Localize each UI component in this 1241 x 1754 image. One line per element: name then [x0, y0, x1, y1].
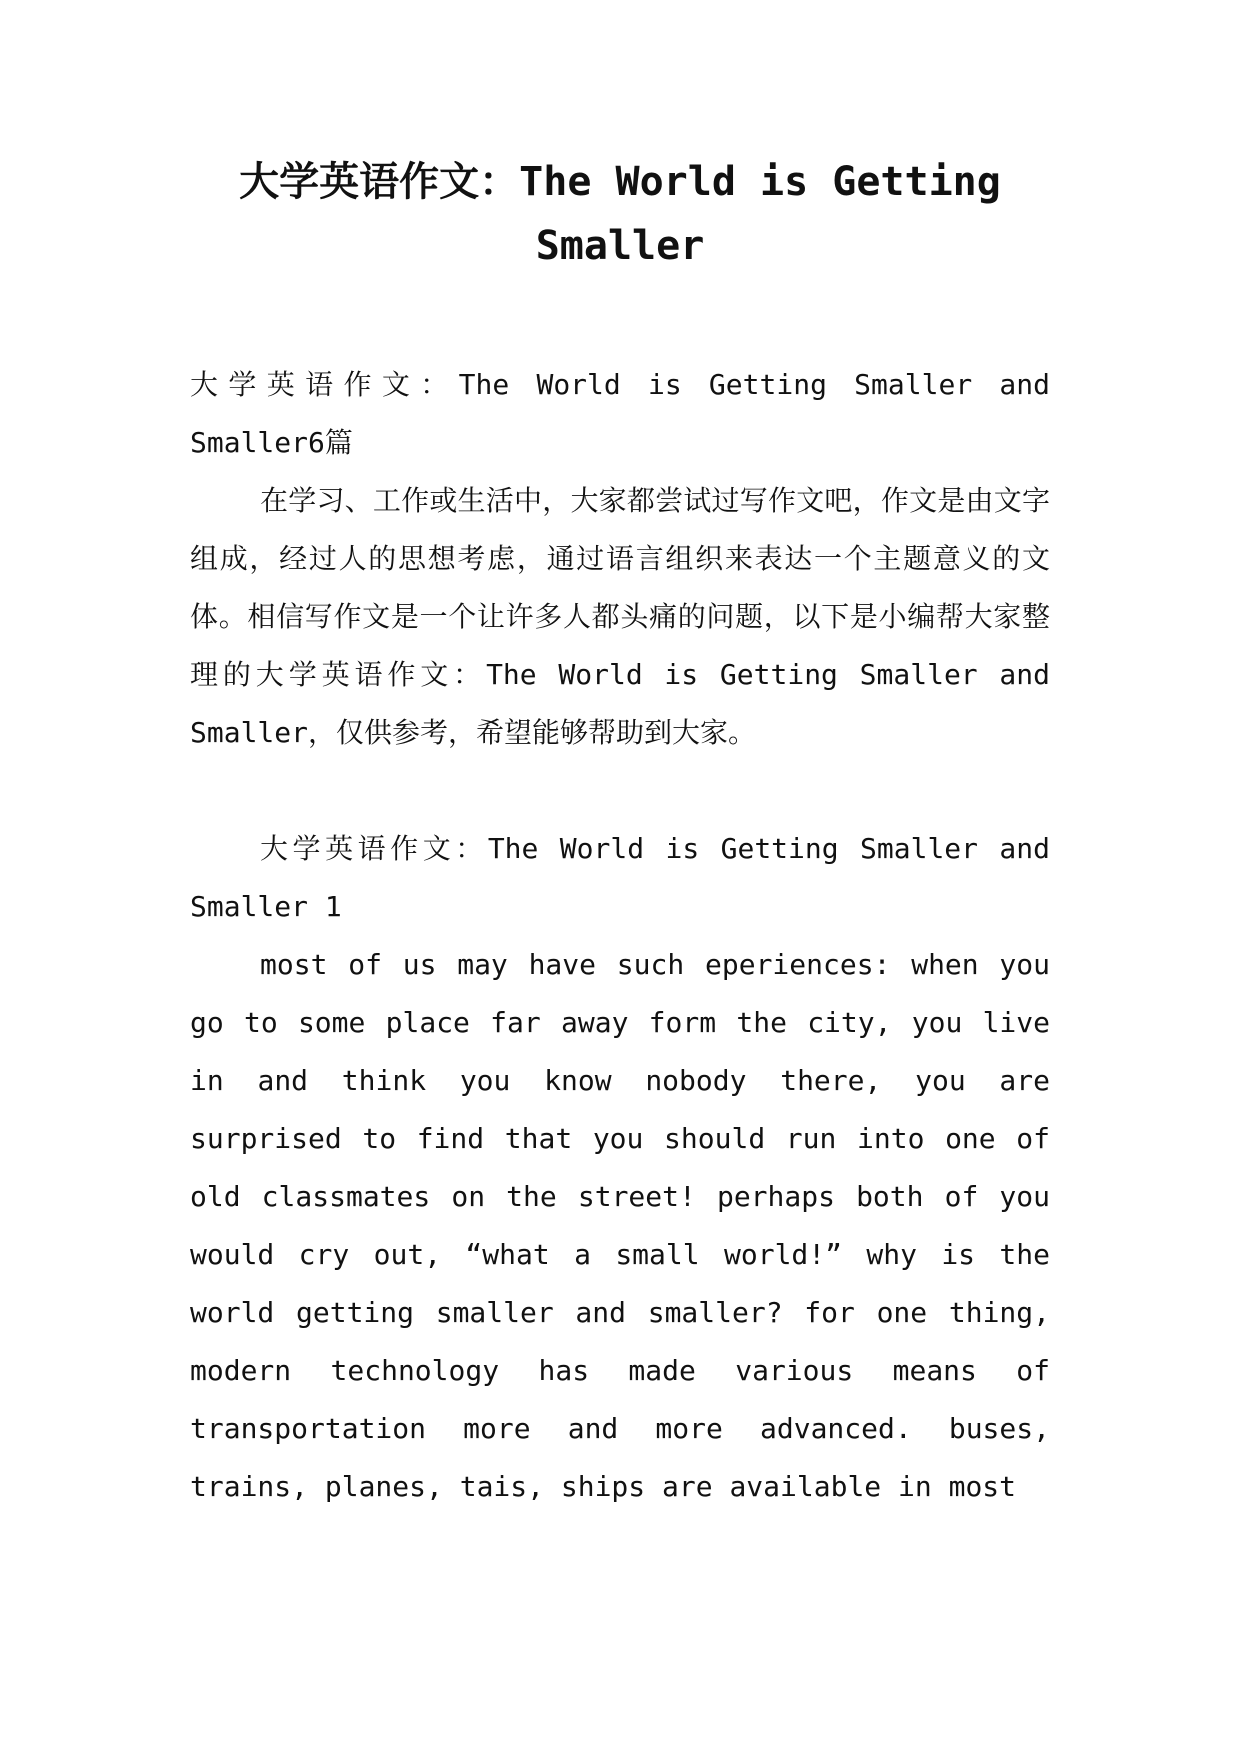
essay-paragraph-1: most of us may have such eperiences: when you go to some place far away form the city, you live in and think you know nobody there, you are surprised to find that you should run into one of old classmates on the street! perhaps both of you would cry out, “what a small world!” why is the world getting smaller and smaller? for one thing, modern technology has made various means of transportation more and more advanced. buses, trains, planes, tais, ships are available in most	[190, 948, 1050, 1503]
document-title: 大学英语作文：The World is Getting Smaller	[239, 159, 1001, 269]
document-body	[190, 356, 1050, 1516]
paragraph-spacer	[190, 762, 1050, 820]
intro-heading-paragraph: 大学英语作文：The World is Getting Smaller and Smaller6篇	[190, 368, 1050, 459]
section-heading-1: 大学英语作文：The World is Getting Smaller and Smaller 1	[190, 832, 1050, 923]
intro-paragraph: 在学习、工作或生活中，大家都尝试过写作文吧，作文是由文字组成，经过人的思想考虑，通过语言组织来表达一个主题意义的文体。相信写作文是一个让许多人都头痛的问题，以下是小编帮大家整理的大学英语作文：The World is Getting Smaller and Smaller，仅供参考，希望能够帮助到大家。	[190, 484, 1050, 749]
